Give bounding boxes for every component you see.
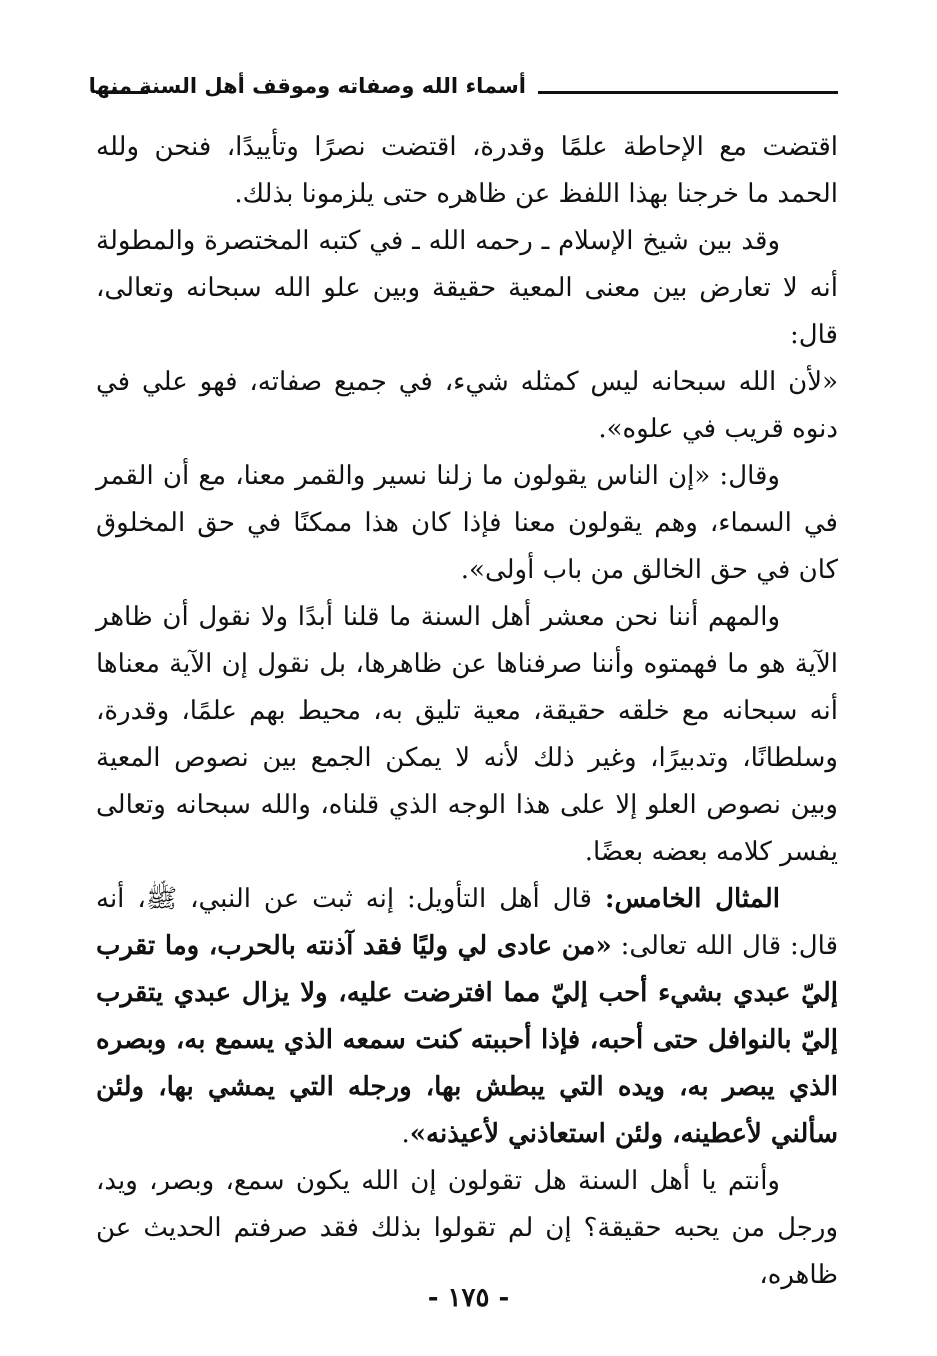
example-intro: قال أهل التأويل: إنه ثبت عن النبي، ﷺ، أنه قال: قال الله تعالى: xyxy=(96,884,838,961)
paragraph-2: وقد بين شيخ الإسلام ـ رحمه الله ـ في كتبه المختصرة والمطولة أنه لا تعارض بين معنى المعية حقيقة وبين علو الله سبحانه وتعالى، قال: xyxy=(96,226,838,350)
body-text xyxy=(96,124,838,1299)
quote-paragraph-1: «لأن الله سبحانه ليس كمثله شيء، في جميع صفاته، فهو علي في دنوه قريب في علوه». xyxy=(96,367,838,444)
header-rule-right xyxy=(538,91,838,94)
page-number: - ١٧٥ - xyxy=(427,1283,510,1313)
header-title: أسماء الله وصفاته وموقف أهل السنة منها xyxy=(88,74,526,98)
paragraph-6: وأنتم يا أهل السنة هل تقولون إن الله يكون سمع، وبصر، ويد، ورجل من يحبه حقيقة؟ إن لم تقولوا بذلك فقد صرفتم الحديث عن ظاهره، xyxy=(96,1166,838,1290)
paragraph-1: اقتضت مع الإحاطة علمًا وقدرة، اقتضت نصرًا وتأييدًا، فنحن ولله الحمد ما خرجنا بهذا اللفظ عن ظاهره حتى يلزمونا بذلك. xyxy=(96,132,838,209)
header-rule-left xyxy=(96,91,148,94)
quote-end: . xyxy=(401,1119,410,1149)
paragraph-3: وقال: «إن الناس يقولون ما زلنا نسير والقمر معنا، مع أن القمر في السماء، وهم يقولون معنا فإذا كان هذا ممكنًا في حق المخلوق كان في حق الخالق من باب أولى». xyxy=(96,461,838,585)
paragraph-4: والمهم أننا نحن معشر أهل السنة ما قلنا أبدًا ولا نقول أن ظاهر الآية هو ما فهمتوه وأننا صرفناها عن ظاهرها، بل نقول إن الآية معناها أنه سبحانه مع خلقه حقيقة، معية تليق به، محيط بهم علمًا، وقدرة، وسلطانًا، وتدبيرًا، وغير ذلك لأنه لا يمكن الجمع بين نصوص المعية وبين نصوص العلو إلا على هذا الوجه الذي قلناه، والله سبحانه وتعالى يفسر كلامه بعضه بعضًا. xyxy=(96,602,838,867)
paragraph-5 xyxy=(96,876,838,1158)
running-header xyxy=(88,74,838,114)
hadith-quote: «من عادى لي وليًا فقد آذنته بالحرب، وما تقرب إليّ عبدي بشيء أحب إليّ مما افترضت عليه، ولا يزال عبدي يتقرب إليّ بالنوافل حتى أحبه، فإذا أحببته كنت سمعه الذي يسمع به، وبصره الذي يبصر به، ويده التي يبطش بها، ورجله التي يمشي بها، ولئن سألني لأعطينه، ولئن استعاذني لأعيذنه» xyxy=(96,931,838,1149)
example-label: المثال الخامس: xyxy=(604,884,780,914)
